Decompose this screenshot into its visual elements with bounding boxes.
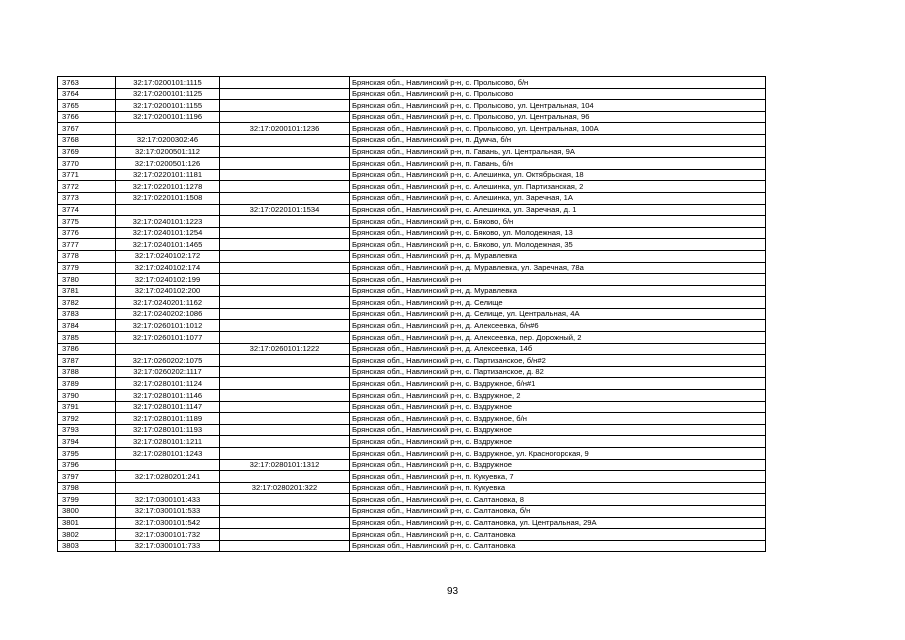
row-number-cell: 3764 xyxy=(58,88,116,100)
row-number-cell: 3788 xyxy=(58,366,116,378)
address-cell: Брянская обл., Навлинский р-н, д. Муравлевка, ул. Заречная, 78а xyxy=(350,262,766,274)
secondary-cadastral-number-cell xyxy=(220,134,350,146)
table-row xyxy=(58,77,766,89)
table-row xyxy=(58,401,766,413)
table-row xyxy=(58,494,766,506)
cadastral-number-cell: 32:17:0200302:46 xyxy=(116,134,220,146)
table-row xyxy=(58,88,766,100)
row-number-cell: 3799 xyxy=(58,494,116,506)
secondary-cadastral-number-cell xyxy=(220,413,350,425)
table-row xyxy=(58,297,766,309)
secondary-cadastral-number-cell xyxy=(220,227,350,239)
secondary-cadastral-number-cell xyxy=(220,262,350,274)
row-number-cell: 3780 xyxy=(58,274,116,286)
row-number-cell: 3763 xyxy=(58,77,116,89)
row-number-cell: 3795 xyxy=(58,448,116,460)
address-cell: Брянская обл., Навлинский р-н, с. Бяково, б/н xyxy=(350,216,766,228)
row-number-cell: 3794 xyxy=(58,436,116,448)
cadastral-number-cell xyxy=(116,204,220,216)
row-number-cell: 3782 xyxy=(58,297,116,309)
cadastral-number-cell: 32:17:0240102:199 xyxy=(116,274,220,286)
secondary-cadastral-number-cell xyxy=(220,401,350,413)
secondary-cadastral-number-cell: 32:17:0280101:1312 xyxy=(220,459,350,471)
table-row xyxy=(58,274,766,286)
row-number-cell: 3800 xyxy=(58,505,116,517)
secondary-cadastral-number-cell xyxy=(220,517,350,529)
row-number-cell: 3796 xyxy=(58,459,116,471)
cadastral-number-cell: 32:17:0240101:1465 xyxy=(116,239,220,251)
table-row xyxy=(58,436,766,448)
table-row xyxy=(58,320,766,332)
row-number-cell: 3797 xyxy=(58,471,116,483)
address-cell: Брянская обл., Навлинский р-н, с. Вздружное xyxy=(350,459,766,471)
secondary-cadastral-number-cell xyxy=(220,285,350,297)
address-cell: Брянская обл., Навлинский р-н, с. Алешинка, ул. Октябрьская, 18 xyxy=(350,169,766,181)
secondary-cadastral-number-cell: 32:17:0280201:322 xyxy=(220,482,350,494)
row-number-cell: 3786 xyxy=(58,343,116,355)
table-row xyxy=(58,448,766,460)
cadastral-number-cell: 32:17:0260101:1077 xyxy=(116,332,220,344)
row-number-cell: 3803 xyxy=(58,540,116,552)
row-number-cell: 3777 xyxy=(58,239,116,251)
row-number-cell: 3771 xyxy=(58,169,116,181)
table-row xyxy=(58,471,766,483)
cadastral-number-cell: 32:17:0300101:533 xyxy=(116,505,220,517)
address-cell: Брянская обл., Навлинский р-н, с. Бяково, ул. Молодежная, 35 xyxy=(350,239,766,251)
table-row xyxy=(58,158,766,170)
secondary-cadastral-number-cell xyxy=(220,77,350,89)
cadastral-number-cell: 32:17:0240101:1254 xyxy=(116,227,220,239)
cadastral-number-cell: 32:17:0300101:542 xyxy=(116,517,220,529)
secondary-cadastral-number-cell xyxy=(220,181,350,193)
table-row xyxy=(58,181,766,193)
address-cell: Брянская обл., Навлинский р-н, с. Вздружное, ул. Красногорская, 9 xyxy=(350,448,766,460)
address-cell: Брянская обл., Навлинский р-н, п. Кукуевка xyxy=(350,482,766,494)
secondary-cadastral-number-cell xyxy=(220,390,350,402)
address-cell: Брянская обл., Навлинский р-н, с. Алешинка, ул. Партизанская, 2 xyxy=(350,181,766,193)
address-cell: Брянская обл., Навлинский р-н, д. Алексеевка, б/н#6 xyxy=(350,320,766,332)
table-row xyxy=(58,262,766,274)
row-number-cell: 3802 xyxy=(58,529,116,541)
cadastral-number-cell: 32:17:0200101:1115 xyxy=(116,77,220,89)
address-cell: Брянская обл., Навлинский р-н, с. Алешинка, ул. Заречная, 1А xyxy=(350,192,766,204)
cadastral-number-cell: 32:17:0200501:126 xyxy=(116,158,220,170)
secondary-cadastral-number-cell: 32:17:0260101:1222 xyxy=(220,343,350,355)
address-cell: Брянская обл., Навлинский р-н, п. Кукуевка, 7 xyxy=(350,471,766,483)
address-cell: Брянская обл., Навлинский р-н, с. Пролысово xyxy=(350,88,766,100)
address-cell: Брянская обл., Навлинский р-н, с. Вздружное xyxy=(350,401,766,413)
cadastral-number-cell: 32:17:0280101:1146 xyxy=(116,390,220,402)
cadastral-number-cell: 32:17:0240102:200 xyxy=(116,285,220,297)
cadastral-number-cell xyxy=(116,459,220,471)
address-cell: Брянская обл., Навлинский р-н, с. Алешинка, ул. Заречная, д. 1 xyxy=(350,204,766,216)
secondary-cadastral-number-cell xyxy=(220,239,350,251)
row-number-cell: 3774 xyxy=(58,204,116,216)
cadastral-number-cell: 32:17:0220101:1508 xyxy=(116,192,220,204)
property-table-body xyxy=(58,77,766,552)
table-row xyxy=(58,529,766,541)
address-cell: Брянская обл., Навлинский р-н, д. Муравлевка xyxy=(350,250,766,262)
address-cell: Брянская обл., Навлинский р-н, п. Гавань, ул. Центральная, 9А xyxy=(350,146,766,158)
secondary-cadastral-number-cell xyxy=(220,274,350,286)
row-number-cell: 3789 xyxy=(58,378,116,390)
table-row xyxy=(58,285,766,297)
address-cell: Брянская обл., Навлинский р-н, д. Муравлевка xyxy=(350,285,766,297)
row-number-cell: 3779 xyxy=(58,262,116,274)
table-row xyxy=(58,169,766,181)
table-row xyxy=(58,540,766,552)
row-number-cell: 3785 xyxy=(58,332,116,344)
table-row xyxy=(58,111,766,123)
row-number-cell: 3801 xyxy=(58,517,116,529)
address-cell: Брянская обл., Навлинский р-н, с. Вздружное xyxy=(350,436,766,448)
address-cell: Брянская обл., Навлинский р-н, с. Пролысово, ул. Центральная, 100А xyxy=(350,123,766,135)
row-number-cell: 3792 xyxy=(58,413,116,425)
secondary-cadastral-number-cell xyxy=(220,169,350,181)
secondary-cadastral-number-cell xyxy=(220,378,350,390)
table-row xyxy=(58,378,766,390)
cadastral-number-cell: 32:17:0280201:241 xyxy=(116,471,220,483)
cadastral-number-cell: 32:17:0280101:1211 xyxy=(116,436,220,448)
table-row xyxy=(58,192,766,204)
address-cell: Брянская обл., Навлинский р-н, д. Алексеевка, пер. Дорожный, 2 xyxy=(350,332,766,344)
address-cell: Брянская обл., Навлинский р-н, с. Бяково, ул. Молодежная, 13 xyxy=(350,227,766,239)
table-row xyxy=(58,505,766,517)
table-row xyxy=(58,390,766,402)
row-number-cell: 3783 xyxy=(58,308,116,320)
cadastral-number-cell: 32:17:0260202:1075 xyxy=(116,355,220,367)
table-row xyxy=(58,216,766,228)
table-row xyxy=(58,413,766,425)
row-number-cell: 3767 xyxy=(58,123,116,135)
address-cell: Брянская обл., Навлинский р-н, с. Салтановка xyxy=(350,529,766,541)
secondary-cadastral-number-cell xyxy=(220,448,350,460)
row-number-cell: 3772 xyxy=(58,181,116,193)
row-number-cell: 3775 xyxy=(58,216,116,228)
secondary-cadastral-number-cell xyxy=(220,192,350,204)
table-row xyxy=(58,366,766,378)
cadastral-number-cell: 32:17:0300101:733 xyxy=(116,540,220,552)
row-number-cell: 3778 xyxy=(58,250,116,262)
table-row xyxy=(58,482,766,494)
cadastral-number-cell: 32:17:0240202:1086 xyxy=(116,308,220,320)
table-row xyxy=(58,250,766,262)
cadastral-number-cell: 32:17:0300101:732 xyxy=(116,529,220,541)
address-cell: Брянская обл., Навлинский р-н, д. Селище, ул. Центральная, 4А xyxy=(350,308,766,320)
address-cell: Брянская обл., Навлинский р-н, с. Вздружное, 2 xyxy=(350,390,766,402)
secondary-cadastral-number-cell xyxy=(220,111,350,123)
secondary-cadastral-number-cell xyxy=(220,529,350,541)
row-number-cell: 3790 xyxy=(58,390,116,402)
secondary-cadastral-number-cell xyxy=(220,100,350,112)
secondary-cadastral-number-cell xyxy=(220,366,350,378)
row-number-cell: 3766 xyxy=(58,111,116,123)
row-number-cell: 3776 xyxy=(58,227,116,239)
secondary-cadastral-number-cell xyxy=(220,146,350,158)
address-cell: Брянская обл., Навлинский р-н, с. Пролысово, б/н xyxy=(350,77,766,89)
cadastral-number-cell: 32:17:0280101:1147 xyxy=(116,401,220,413)
address-cell: Брянская обл., Навлинский р-н, с. Пролысово, ул. Центральная, 96 xyxy=(350,111,766,123)
address-cell: Брянская обл., Навлинский р-н, с. Салтановка, ул. Центральная, 29А xyxy=(350,517,766,529)
row-number-cell: 3784 xyxy=(58,320,116,332)
cadastral-number-cell: 32:17:0240102:174 xyxy=(116,262,220,274)
cadastral-number-cell: 32:17:0200101:1125 xyxy=(116,88,220,100)
row-number-cell: 3791 xyxy=(58,401,116,413)
address-cell: Брянская обл., Навлинский р-н, с. Пролысово, ул. Центральная, 104 xyxy=(350,100,766,112)
cadastral-number-cell: 32:17:0260202:1117 xyxy=(116,366,220,378)
cadastral-number-cell: 32:17:0240201:1162 xyxy=(116,297,220,309)
address-cell: Брянская обл., Навлинский р-н, п. Думча, б/н xyxy=(350,134,766,146)
cadastral-number-cell: 32:17:0220101:1278 xyxy=(116,181,220,193)
table-row xyxy=(58,100,766,112)
cadastral-number-cell: 32:17:0220101:1181 xyxy=(116,169,220,181)
secondary-cadastral-number-cell xyxy=(220,424,350,436)
address-cell: Брянская обл., Навлинский р-н, с. Салтановка xyxy=(350,540,766,552)
table-row xyxy=(58,134,766,146)
secondary-cadastral-number-cell xyxy=(220,88,350,100)
secondary-cadastral-number-cell xyxy=(220,158,350,170)
table-row xyxy=(58,204,766,216)
secondary-cadastral-number-cell: 32:17:0200101:1236 xyxy=(220,123,350,135)
property-table xyxy=(57,76,766,552)
address-cell: Брянская обл., Навлинский р-н, с. Партизанское, д. 82 xyxy=(350,366,766,378)
cadastral-number-cell xyxy=(116,343,220,355)
row-number-cell: 3765 xyxy=(58,100,116,112)
secondary-cadastral-number-cell xyxy=(220,355,350,367)
table-row xyxy=(58,343,766,355)
secondary-cadastral-number-cell: 32:17:0220101:1534 xyxy=(220,204,350,216)
address-cell: Брянская обл., Навлинский р-н, с. Салтановка, 8 xyxy=(350,494,766,506)
row-number-cell: 3773 xyxy=(58,192,116,204)
secondary-cadastral-number-cell xyxy=(220,216,350,228)
secondary-cadastral-number-cell xyxy=(220,332,350,344)
secondary-cadastral-number-cell xyxy=(220,250,350,262)
address-cell: Брянская обл., Навлинский р-н, с. Вздружное, б/н xyxy=(350,413,766,425)
cadastral-number-cell: 32:17:0200501:112 xyxy=(116,146,220,158)
cadastral-number-cell xyxy=(116,482,220,494)
table-row xyxy=(58,517,766,529)
address-cell: Брянская обл., Навлинский р-н, д. Алексеевка, 14б xyxy=(350,343,766,355)
table-row xyxy=(58,332,766,344)
cadastral-number-cell: 32:17:0200101:1196 xyxy=(116,111,220,123)
secondary-cadastral-number-cell xyxy=(220,471,350,483)
address-cell: Брянская обл., Навлинский р-н, с. Салтановка, б/н xyxy=(350,505,766,517)
table-row xyxy=(58,308,766,320)
secondary-cadastral-number-cell xyxy=(220,297,350,309)
table-row xyxy=(58,239,766,251)
table-row xyxy=(58,459,766,471)
cadastral-number-cell: 32:17:0240102:172 xyxy=(116,250,220,262)
table-row xyxy=(58,424,766,436)
table-row xyxy=(58,355,766,367)
row-number-cell: 3781 xyxy=(58,285,116,297)
cadastral-number-cell: 32:17:0280101:1193 xyxy=(116,424,220,436)
row-number-cell: 3798 xyxy=(58,482,116,494)
address-cell: Брянская обл., Навлинский р-н, с. Вздружное, б/н#1 xyxy=(350,378,766,390)
cadastral-number-cell: 32:17:0280101:1124 xyxy=(116,378,220,390)
row-number-cell: 3770 xyxy=(58,158,116,170)
secondary-cadastral-number-cell xyxy=(220,540,350,552)
table-row xyxy=(58,227,766,239)
address-cell: Брянская обл., Навлинский р-н, с. Партизанское, б/н#2 xyxy=(350,355,766,367)
page-number: 93 xyxy=(446,586,459,597)
row-number-cell: 3793 xyxy=(58,424,116,436)
secondary-cadastral-number-cell xyxy=(220,494,350,506)
cadastral-number-cell: 32:17:0280101:1189 xyxy=(116,413,220,425)
address-cell: Брянская обл., Навлинский р-н, п. Гавань, б/н xyxy=(350,158,766,170)
address-cell: Брянская обл., Навлинский р-н, д. Селище xyxy=(350,297,766,309)
address-cell: Брянская обл., Навлинский р-н, с. Вздружное xyxy=(350,424,766,436)
row-number-cell: 3769 xyxy=(58,146,116,158)
cadastral-number-cell: 32:17:0200101:1155 xyxy=(116,100,220,112)
address-cell: Брянская обл., Навлинский р-н xyxy=(350,274,766,286)
cadastral-number-cell xyxy=(116,123,220,135)
secondary-cadastral-number-cell xyxy=(220,436,350,448)
cadastral-number-cell: 32:17:0240101:1223 xyxy=(116,216,220,228)
row-number-cell: 3787 xyxy=(58,355,116,367)
secondary-cadastral-number-cell xyxy=(220,320,350,332)
cadastral-number-cell: 32:17:0280101:1243 xyxy=(116,448,220,460)
table-row xyxy=(58,123,766,135)
secondary-cadastral-number-cell xyxy=(220,308,350,320)
secondary-cadastral-number-cell xyxy=(220,505,350,517)
row-number-cell: 3768 xyxy=(58,134,116,146)
cadastral-number-cell: 32:17:0260101:1012 xyxy=(116,320,220,332)
cadastral-number-cell: 32:17:0300101:433 xyxy=(116,494,220,506)
table-row xyxy=(58,146,766,158)
